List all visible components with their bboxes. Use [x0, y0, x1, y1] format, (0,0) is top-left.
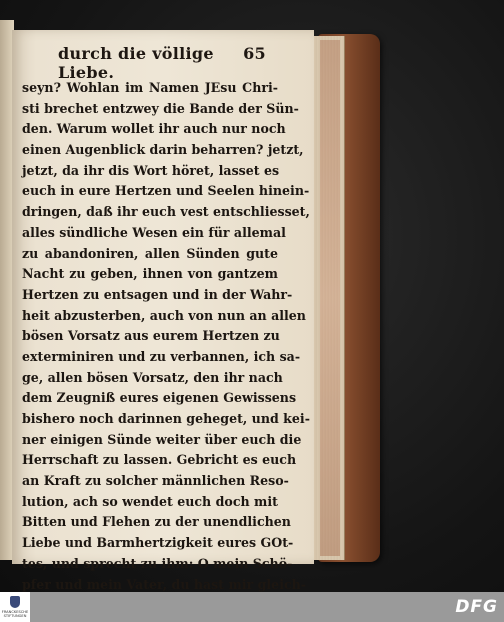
text-line: pfer und mein Vater, du hast mir gleich- — [22, 576, 307, 592]
text-line: an Kraft zu solcher männlichen Reso- — [22, 473, 289, 489]
text-line: Nacht zu geben, ihnen von gantzem — [22, 266, 278, 282]
page-number: 65 — [243, 44, 266, 63]
text-line: Hertzen zu entsagen und in der Wahr- — [22, 286, 293, 302]
running-head: durch die völlige Liebe. — [58, 44, 214, 82]
crest-icon — [10, 596, 20, 608]
text-line: Herrschaft zu lassen. Gebricht es euch — [22, 452, 297, 468]
text-line: exterminiren und zu verbannen, ich sa- — [22, 348, 301, 364]
text-line: ge, allen bösen Vorsatz, den ihr nach — [22, 369, 283, 385]
page-body — [22, 78, 310, 616]
text-line: einen Augenblick darin beharren? jetzt, — [22, 142, 304, 158]
library-logo[interactable] — [0, 592, 30, 622]
text-line: bösen Vorsatz aus eurem Hertzen zu — [22, 328, 280, 344]
text-line: zu abandoniren, allen Sünden gute — [22, 245, 278, 261]
page-header — [44, 42, 266, 82]
text-line: lution, ach so wendet euch doch mit — [22, 493, 278, 509]
text-line: alles sündliche Wesen ein für allemal — [22, 224, 286, 240]
text-line: dem Zeugniß eures eigenen Gewissens — [22, 390, 297, 406]
text-line: seyn? Wohlan im Namen JEsu Chri- — [22, 80, 278, 95]
text-line: ner einigen Sünde weiter über euch die — [22, 431, 302, 447]
dfg-logo[interactable]: DFG — [455, 597, 498, 617]
text-line: bishero noch darinnen geheget, und kei- — [22, 411, 310, 426]
text-line: jetzt, da ihr dis Wort höret, lasset es — [22, 162, 280, 178]
text-line: sti brechet entzwey die Bande der Sün- — [22, 100, 299, 116]
text-line: tes, und sprecht zu ihm: O mein Schö- — [22, 555, 293, 571]
text-line: Bitten und Flehen zu der unendlichen — [22, 514, 291, 530]
edge-stain — [320, 40, 340, 556]
text-line: euch in eure Hertzen und Seelen hinein- — [22, 183, 310, 199]
text-line: Liebe und Barmhertzigkeit eures GOt- — [22, 535, 294, 551]
text-line: heit abzusterben, auch von nun an allen — [22, 307, 306, 323]
text-line: den. Warum wollet ihr auch nur noch — [22, 121, 286, 137]
library-name: FRANCKESCHE STIFTUNGEN — [1, 610, 29, 618]
text-line: dringen, daß ihr euch vest entschliesset, — [22, 204, 310, 220]
footer-bar — [0, 592, 504, 622]
